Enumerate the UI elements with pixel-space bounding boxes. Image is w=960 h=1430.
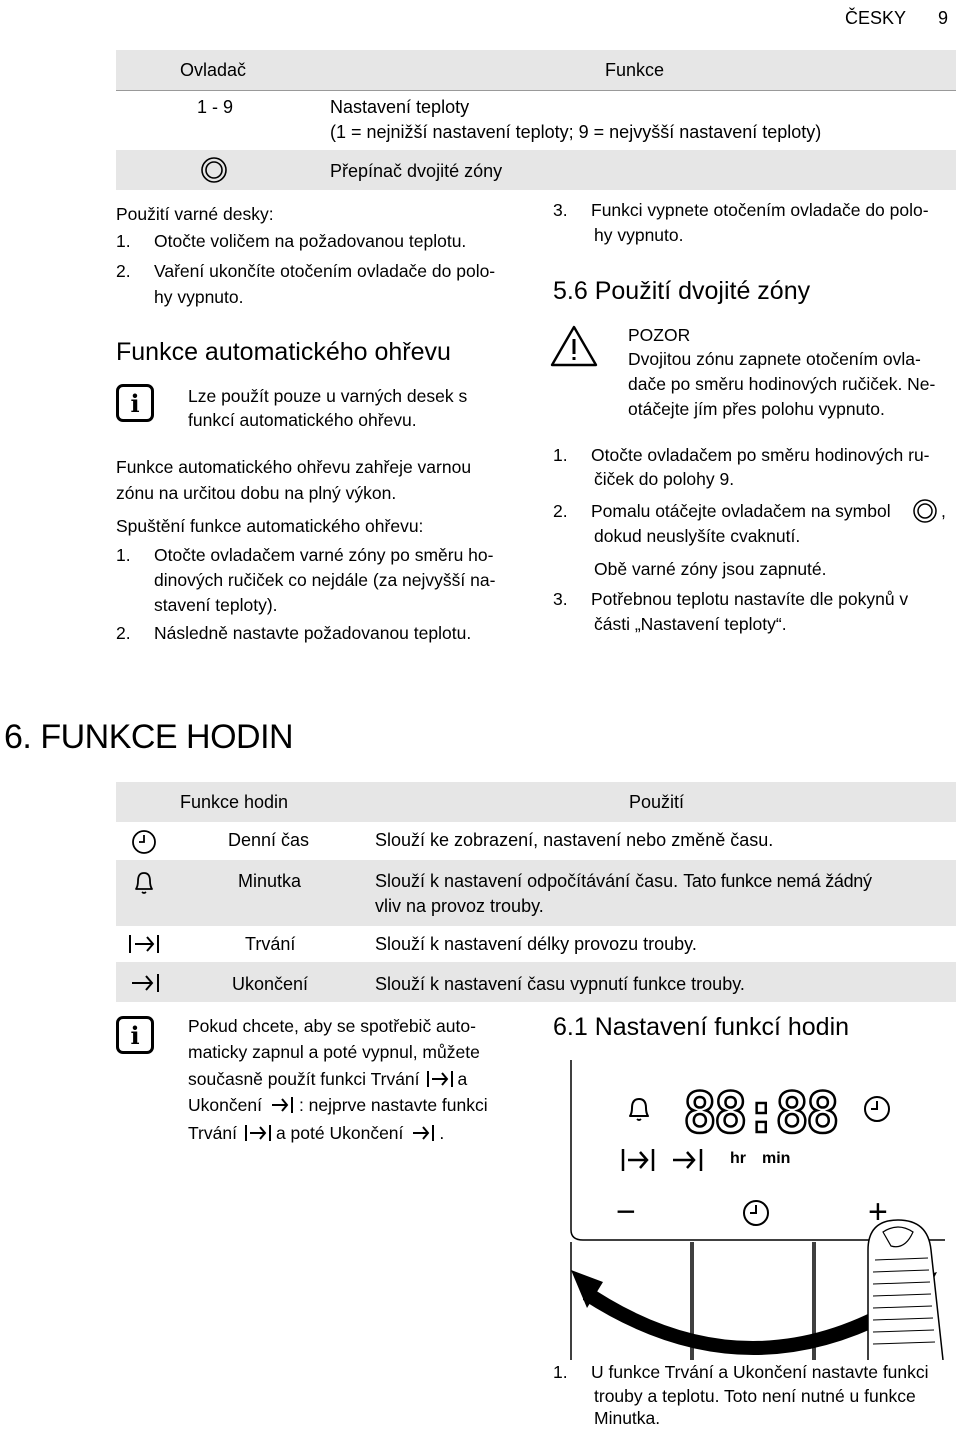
- table2-row2-name: Minutka: [238, 871, 302, 891]
- start-step-1-l3: stavení teploty).: [154, 595, 278, 615]
- table2-row2-use: Slouží k nastavení odpočítávání času. Tato funkce nemá žádný: [375, 871, 872, 891]
- use-step-1: 1. Otočte voličem na požadovanou teplotu.: [116, 231, 467, 251]
- panel-minus-button[interactable]: −: [616, 1193, 636, 1231]
- dual-step-2-l2: dokud neuslyšíte cvaknutí.: [594, 526, 801, 546]
- page-number: 9: [938, 8, 949, 28]
- table1-col1: Ovladač: [180, 60, 247, 80]
- duration-inline-icon-2: [243, 1123, 273, 1143]
- table1-row1-val2: (1 = nejnižší nastavení teploty; 9 = nejvyšší nastavení teploty): [330, 122, 822, 142]
- use-step-2: 2. Vaření ukončíte otočením ovladače do polo-: [116, 261, 496, 281]
- note-line-1: Pokud chcete, aby se spotřebič auto-: [188, 1016, 476, 1036]
- dual-step-2-comma: ,: [941, 501, 946, 521]
- dual-step-2: 2. Pomalu otáčejte ovladačem na symbol: [553, 501, 891, 521]
- table2-col2: Použití: [629, 792, 685, 812]
- table2-row3-name: Trvání: [245, 934, 296, 954]
- panel-display: 88:88: [683, 1081, 837, 1146]
- dual-step-1: 1. Otočte ovladačem po směru hodinových ru-: [553, 445, 930, 465]
- panel-hr-label: hr: [730, 1150, 746, 1167]
- table2-col1: Funkce hodin: [180, 792, 289, 812]
- note-line-5: Trvání a poté Ukončení .: [188, 1123, 445, 1143]
- panel-end-icon: [670, 1146, 706, 1174]
- panel-bell-icon: [624, 1094, 654, 1124]
- final-step-l2: trouby a teplotu. Toto není nutné u funkce: [594, 1386, 916, 1406]
- table1-row2: [116, 150, 956, 190]
- warning-line-2: dače po směru hodinových ručiček. Ne-: [628, 374, 936, 394]
- start-step-2: 2. Následně nastavte požadovanou teplotu.: [116, 623, 472, 643]
- dual-step-3-l2: části „Nastavení teploty“.: [594, 614, 787, 634]
- table1-col2: Funkce: [605, 60, 665, 80]
- auto-heading: Funkce automatického ohřevu: [116, 338, 451, 366]
- table2-row1-use: Slouží ke zobrazení, nastavení nebo změně času.: [375, 830, 774, 850]
- step-3-l2: hy vypnuto.: [594, 225, 684, 245]
- table2-row4-name: Ukončení: [232, 974, 309, 994]
- start-heading: Spuštění funkce automatického ohřevu:: [116, 516, 424, 536]
- auto-para-2: zónu na určitou dobu na plný výkon.: [116, 483, 397, 503]
- final-step-l3: Minutka.: [594, 1408, 661, 1428]
- warning-title: POZOR: [628, 325, 691, 345]
- chapter-heading: 6. FUNKCE HODIN: [4, 718, 294, 756]
- end-inline-icon-1: [270, 1095, 296, 1115]
- use-heading: Použití varné desky:: [116, 204, 274, 224]
- dual-step-3: 3. Potřebnou teplotu nastavíte dle pokynů v: [553, 589, 909, 609]
- warning-line-1: Dvojitou zónu zapnete otočením ovla-: [628, 349, 921, 369]
- start-step-1-l2: dinových ručiček co nejdále (za nejvyšší na-: [154, 570, 496, 590]
- table2-row4-use: Slouží k nastavení času vypnutí funkce trouby.: [375, 974, 745, 994]
- table2-row1-name: Denní čas: [228, 830, 310, 850]
- step-3: 3. Funkci vypnete otočením ovladače do polo-: [553, 200, 929, 220]
- table2-row2-use-bold2: vliv na provoz trouby.: [375, 896, 544, 916]
- duration-icon: [126, 932, 162, 956]
- panel-duration-icon: [619, 1146, 657, 1174]
- dual-step-1-l2: čiček do polohy 9.: [594, 469, 735, 489]
- clock-icon: [130, 828, 158, 856]
- section-6-1-heading: 6.1 Nastavení funkcí hodin: [553, 1013, 850, 1041]
- bell-icon: [130, 868, 158, 896]
- panel-plus-button[interactable]: +: [868, 1193, 888, 1231]
- end-icon: [128, 971, 162, 995]
- dual-zone-icon: [200, 156, 228, 184]
- panel-clock-icon: [862, 1094, 892, 1124]
- panel-clock-button-icon[interactable]: [741, 1198, 771, 1228]
- final-step: 1. U funkce Trvání a Ukončení nastavte funkci: [553, 1362, 929, 1382]
- table1-row1-val1: Nastavení teploty: [330, 97, 470, 117]
- start-step-1: 1. Otočte ovladačem varné zóny po směru ho-: [116, 545, 494, 565]
- info-icon-note: i: [116, 1016, 154, 1054]
- duration-inline-icon-1: [425, 1069, 455, 1089]
- info-icon: i: [116, 384, 154, 422]
- warning-icon: [549, 324, 599, 368]
- info-line-1: Lze použít pouze u varných desek s: [188, 386, 468, 406]
- dual-zone-inline-icon: [912, 498, 938, 524]
- language-label: ČESKY: [845, 8, 907, 28]
- table2-row3-use: Slouží k nastavení délky provozu trouby.: [375, 934, 697, 954]
- end-inline-icon-2: [411, 1123, 437, 1143]
- dual-step-2-l3: Obě varné zóny jsou zapnuté.: [594, 559, 827, 579]
- note-line-3: současně použít funkci Trvání a: [188, 1069, 468, 1089]
- section-5-6-heading: 5.6 Použití dvojité zóny: [553, 277, 811, 305]
- note-line-2: maticky zapnul a poté vypnul, můžete: [188, 1042, 480, 1062]
- note-line-4: Ukončení : nejprve nastavte funkci: [188, 1095, 488, 1115]
- auto-para-1: Funkce automatického ohřevu zahřeje varnou: [116, 457, 472, 477]
- info-line-2: funkcí automatického ohřevu.: [188, 410, 417, 430]
- use-step-2-cont: hy vypnuto.: [154, 287, 244, 307]
- table1-row1-key: 1 - 9: [197, 97, 234, 117]
- table1-row2-val: Přepínač dvojité zóny: [330, 161, 503, 181]
- warning-line-3: otáčejte jím přes polohu vypnuto.: [628, 399, 885, 419]
- panel-min-label: min: [762, 1150, 791, 1167]
